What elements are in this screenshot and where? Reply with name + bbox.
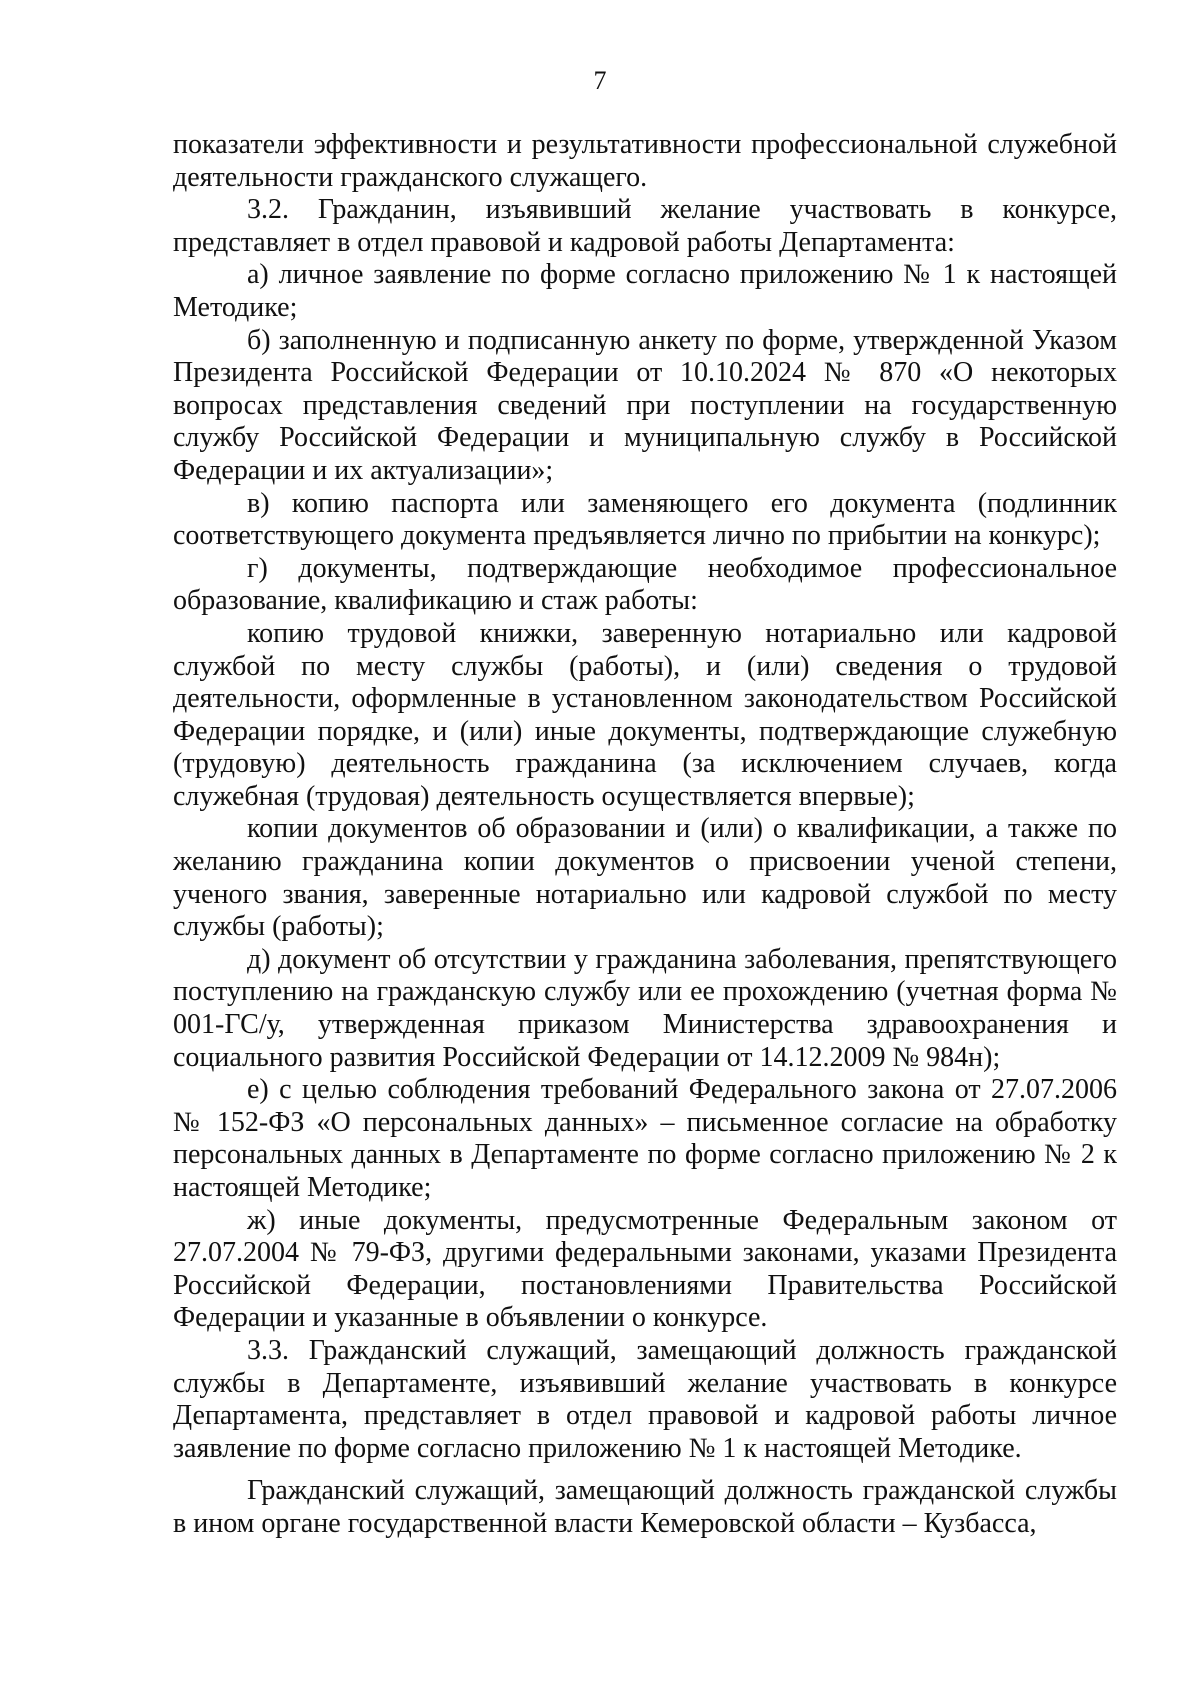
document-body xyxy=(173,129,1117,1541)
paragraph: копии документов об образовании и (или) о квалификации, а также по желанию гражданина копии документов о присвоении ученой степени, ученого звания, заверенные нотариально или кадровой службой по месту службы (работы); xyxy=(173,813,1117,943)
paragraph: д) документ об отсутствии у гражданина заболевания, препятствующего поступлению на гражданскую службу или ее прохождению (учетная форма № 001-ГС/у, утвержденная приказом Министерства здравоохранения и социального развития Российской Федерации от 14.12.2009 № 984н); xyxy=(173,943,1117,1073)
paragraph: 3.3. Гражданский служащий, замещающий должность гражданской службы в Департаменте, изъявивший желание участвовать в конкурсе Департамента, представляет в отдел правовой и кадровой работы личное заявление по форме согласно приложению № 1 к настоящей Методике. xyxy=(173,1334,1117,1464)
paragraph: ж) иные документы, предусмотренные Федеральным законом от 27.07.2004 № 79-ФЗ, другими федеральными законами, указами Президента Российской Федерации, постановлениями Правительства Российской Федерации и указанные в объявлении о конкурсе. xyxy=(173,1204,1117,1334)
paragraph: показатели эффективности и результативности профессиональной служебной деятельности гражданского служащего. xyxy=(173,129,1117,193)
paragraph: е) с целью соблюдения требований Федерального закона от 27.07.2006 № 152-ФЗ «О персональных данных» – письменное согласие на обработку персональных данных в Департаменте по форме согласно приложению № 2 к настоящей Методике; xyxy=(173,1074,1117,1203)
paragraph: а) личное заявление по форме согласно приложению № 1 к настоящей Методике; xyxy=(173,259,1117,323)
paragraph: г) документы, подтверждающие необходимое профессиональное образование, квалификацию и стаж работы: xyxy=(173,552,1117,617)
paragraph: 3.2. Гражданин, изъявивший желание участвовать в конкурсе, представляет в отдел правовой и кадровой работы Департамента: xyxy=(173,194,1117,258)
paragraph: Гражданский служащий, замещающий должность гражданской службы в ином органе государственной власти Кемеровской области – Кузбасса, xyxy=(173,1475,1117,1539)
paragraph: копию трудовой книжки, заверенную нотариально или кадровой службой по месту службы (работы), и (или) сведения о трудовой деятельности, оформленные в установленном законодательством Российской Федерации порядке, и (или) иные документы, подтверждающие служебную (трудовую) деятельность гражданина (за исключением случаев, когда служебная (трудовая) деятельность осуществляется впервые); xyxy=(173,617,1117,812)
paragraph: в) копию паспорта или заменяющего его документа (подлинник соответствующего документа предъявляется лично по прибытии на конкурс); xyxy=(173,487,1117,552)
page-number: 7 xyxy=(593,66,607,95)
paragraph: б) заполненную и подписанную анкету по форме, утвержденной Указом Президента Российской Федерации от 10.10.2024 № 870 «О некоторых вопросах представления сведений при поступлении на государственную службу Российской Федерации и муниципальную службу в Российской Федерации и их актуализации»; xyxy=(173,324,1117,486)
